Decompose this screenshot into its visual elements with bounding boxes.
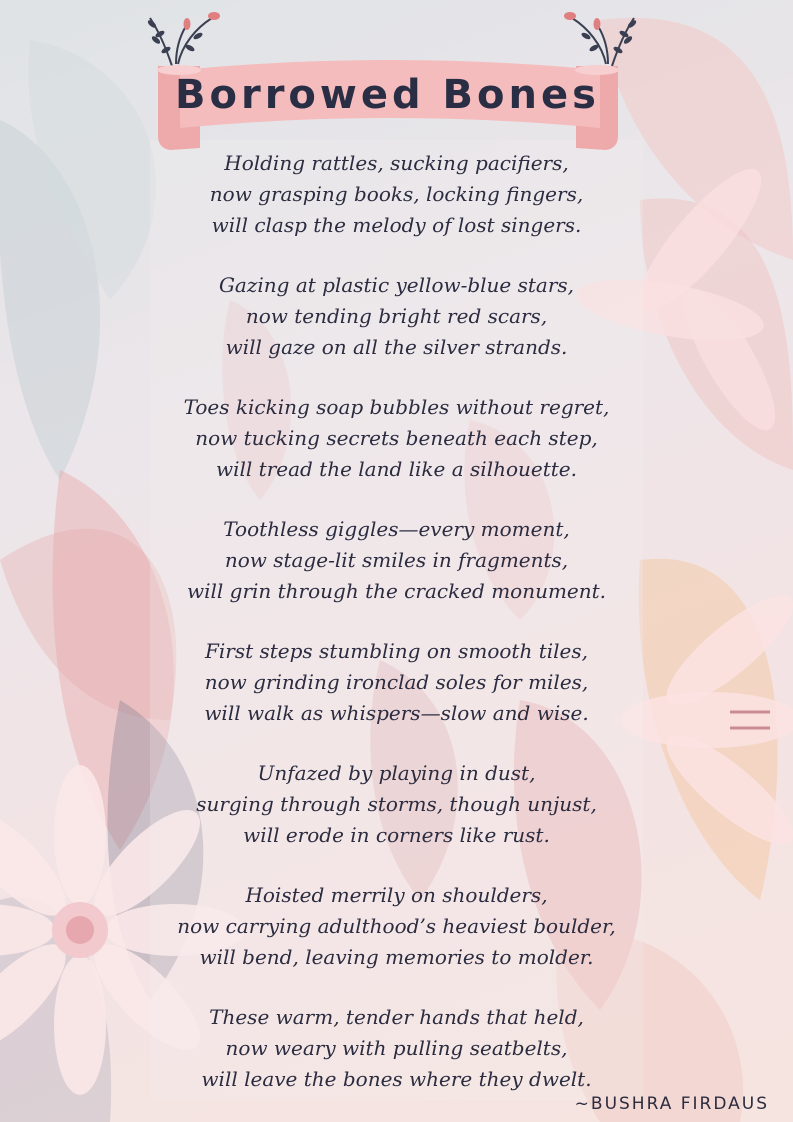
stanza [90, 1002, 703, 1095]
poem-line: will bend, leaving memories to molder. [199, 945, 594, 969]
poem-line: Gazing at plastic yellow-blue stars, [218, 273, 575, 297]
poem-line: now tending bright red scars, [245, 304, 548, 328]
poem-line: will gaze on all the silver strands. [225, 335, 568, 359]
poem-line: First steps stumbling on smooth tiles, [205, 639, 588, 663]
stanza [90, 636, 703, 729]
poem-line: will walk as whispers—slow and wise. [204, 701, 589, 725]
poem-line: now grinding ironclad soles for miles, [204, 670, 589, 694]
poem-line: will erode in corners like rust. [243, 823, 550, 847]
poem-line: will grin through the cracked monument. [186, 579, 607, 603]
poem-line: now stage-lit smiles in fragments, [224, 548, 569, 572]
left-sprig-icon [147, 12, 220, 66]
poem-line: will tread the land like a silhouette. [215, 457, 577, 481]
poem-line: Hoisted merrily on shoulders, [245, 883, 548, 907]
right-sprig-icon [564, 12, 637, 66]
poem-title: Borrowed Bones [175, 72, 600, 118]
title-banner [0, 0, 793, 160]
stanza [90, 758, 703, 851]
stanza [90, 148, 703, 241]
stanza [90, 880, 703, 973]
poem-line: will clasp the melody of lost singers. [211, 213, 582, 237]
poem-line: Unfazed by playing in dust, [257, 761, 536, 785]
poem-body [90, 148, 703, 1122]
stanza [90, 270, 703, 363]
poem-line: Holding rattles, sucking pacifiers, [224, 151, 569, 175]
poem-line: Toothless giggles—every moment, [223, 517, 570, 541]
poem-line: now grasping books, locking fingers, [209, 182, 584, 206]
author-signature: ~BUSHRA FIRDAUS [574, 1094, 769, 1114]
poem-line: now tucking secrets beneath each step, [195, 426, 598, 450]
poem-line: now carrying adulthood’s heaviest boulder, [177, 914, 616, 938]
stanza [90, 392, 703, 485]
poem-line: now weary with pulling seatbelts, [225, 1036, 568, 1060]
poem-line: surging through storms, though unjust, [196, 792, 597, 816]
stanza [90, 514, 703, 607]
poem-line: These warm, tender hands that held, [209, 1005, 584, 1029]
poem-line: will leave the bones where they dwelt. [201, 1067, 592, 1091]
poem-line: Toes kicking soap bubbles without regret, [183, 395, 610, 419]
